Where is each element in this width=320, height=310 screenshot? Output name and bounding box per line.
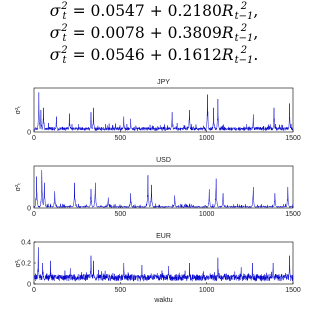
equations-block <box>0 0 308 72</box>
eq2-plus: + <box>149 24 163 42</box>
jpy-x-tick-label-1500: 1500 <box>285 135 301 142</box>
eq1-sigma-sub: t <box>62 11 67 22</box>
eq3-end: . <box>253 46 259 64</box>
eq3-R-sup: 2 <box>240 45 248 56</box>
eq3-sigma-scripts <box>61 46 67 66</box>
usd-series-line <box>34 170 293 207</box>
eq1-R: R <box>221 2 234 20</box>
eq2-sigma: σ <box>49 24 61 42</box>
eq2-equals: = <box>72 24 86 42</box>
jpy-series-line <box>34 92 293 130</box>
eq3-R-scripts <box>235 46 254 66</box>
eq1-R-scripts <box>235 2 254 22</box>
eq3-coef: 0.1612 <box>167 46 222 64</box>
eq1-end: , <box>253 2 259 20</box>
eq3-sigma: σ <box>49 46 61 64</box>
eq2-sigma-scripts <box>61 24 67 44</box>
eq3-sigma-sup: 2 <box>61 45 68 56</box>
eur-y-axis-label: σ²ₜ <box>15 258 22 268</box>
eur-chart-title: EUR <box>156 233 171 240</box>
jpy-x-tick-label-500: 500 <box>114 135 127 142</box>
usd-y-axis-label: σ²ₜ <box>15 182 22 192</box>
eq2-R: R <box>221 24 234 42</box>
jpy-y-axis-label: σ²ₜ <box>15 105 22 115</box>
eq1-sigma: σ <box>49 2 61 20</box>
usd-x-tick-label-1000: 1000 <box>198 211 215 218</box>
eq2-coef: 0.3809 <box>167 24 222 42</box>
equation-3 <box>0 46 308 66</box>
eur-series-line <box>34 247 293 281</box>
eur-x-tick-label-1000: 1000 <box>198 287 215 294</box>
eq1-R-sub: t−1 <box>234 11 254 22</box>
equation-1 <box>0 2 308 22</box>
jpy-x-tick-label-1000: 1000 <box>198 135 215 142</box>
usd-plot-frame <box>34 166 293 208</box>
eq1-plus: + <box>149 2 163 20</box>
eq3-sigma-sub: t <box>62 55 67 66</box>
eur-x-tick-label-0: 0 <box>32 287 36 294</box>
eq1-intercept: 0.0547 <box>90 2 145 20</box>
eur-x-tick-label-1500: 1500 <box>285 287 301 294</box>
eq3-R-sub: t−1 <box>234 55 254 66</box>
volatility-charts <box>0 72 308 310</box>
eur-x-axis-label: waktu <box>154 297 173 304</box>
eq2-sigma-sub: t <box>62 33 67 44</box>
usd-x-tick-label-0: 0 <box>32 211 36 218</box>
usd-y-tick-label-0: 0 <box>27 205 31 213</box>
eq1-coef: 0.2180 <box>167 2 222 20</box>
eq3-plus: + <box>149 46 163 64</box>
eq2-intercept: 0.0078 <box>90 24 145 42</box>
eq1-equals: = <box>72 2 86 20</box>
eq3-equals: = <box>72 46 86 64</box>
eq2-R-sup: 2 <box>240 23 248 34</box>
eq3-intercept: 0.0546 <box>90 46 145 64</box>
eq2-sigma-sup: 2 <box>61 23 68 34</box>
eq1-R-sup: 2 <box>240 1 248 12</box>
eur-y-tick-label-0.2: 0.2 <box>21 260 31 268</box>
eq2-end: , <box>253 24 259 42</box>
eq3-R: R <box>221 46 234 64</box>
eur-y-tick-label-0.4: 0.4 <box>21 239 31 247</box>
usd-chart-title: USD <box>156 157 171 164</box>
equation-2 <box>0 24 308 44</box>
usd-x-tick-label-1500: 1500 <box>285 211 301 218</box>
eur-x-tick-label-500: 500 <box>114 287 127 294</box>
jpy-plot-frame <box>34 88 293 132</box>
jpy-x-tick-label-0: 0 <box>32 135 36 142</box>
eq1-sigma-scripts <box>61 2 67 22</box>
eq2-R-scripts <box>235 24 254 44</box>
usd-x-tick-label-500: 500 <box>114 211 127 218</box>
jpy-chart-title: JPY <box>157 79 170 86</box>
eq1-sigma-sup: 2 <box>61 1 68 12</box>
eq2-R-sub: t−1 <box>234 33 254 44</box>
eur-y-tick-label-0: 0 <box>27 281 31 289</box>
jpy-y-tick-label-0: 0 <box>27 129 31 137</box>
